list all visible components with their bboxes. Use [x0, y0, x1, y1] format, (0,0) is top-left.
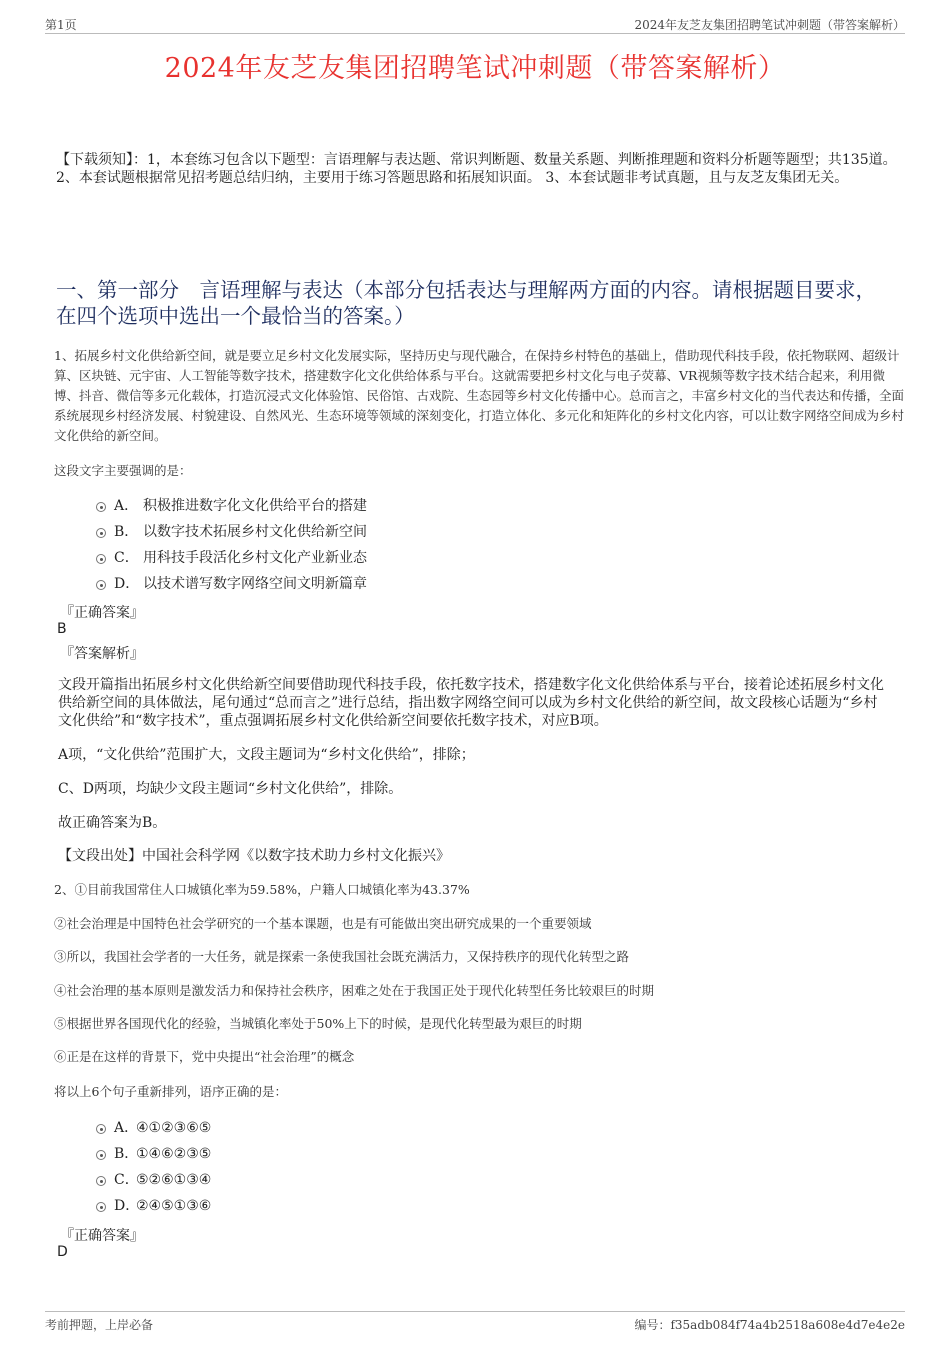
q2-option-c[interactable]: C． ⑤②⑥①③④	[96, 1167, 696, 1193]
q1-option-c[interactable]: C． 用科技手段活化乡村文化产业新业态	[96, 545, 696, 571]
page-footer	[45, 1311, 905, 1331]
q1-analysis-a: A项，“文化供给”范围扩大，文段主题词为“乡村文化供给”，排除；	[58, 747, 475, 763]
q2-sentence-2: ②社会治理是中国特色社会学研究的一个基本课题，也是有可能做出突出研究成果的一个重要领域	[54, 916, 592, 931]
q1-option-d[interactable]: D． 以技术谱写数字网络空间文明新篇章	[96, 571, 696, 597]
q1-prompt: 这段文字主要强调的是：	[54, 463, 192, 478]
download-notice: 【下载须知】：1，本套练习包含以下题型：言语理解与表达题、常识判断题、数量关系题、判断推理题和资料分析题等题型；共135道。 2、本套试题根据常见招考题总结归纳，主要用于练习答题思路和拓展知识面。 3、本套试题非考试真题，且与友芝友集团无关。	[56, 152, 897, 186]
q2-answer-label: 『正确答案』	[60, 1228, 144, 1244]
q2-sentence-5: ⑤根据世界各国现代化的经验，当城镇化率处于50%上下的时候，是现代化转型最为艰巨的时期	[54, 1016, 582, 1031]
footer-serial: 编号：f35adb084f74a4b2518a608e4d7e4e2e	[634, 1318, 905, 1332]
radio-icon[interactable]	[96, 554, 106, 564]
radio-icon[interactable]	[96, 580, 106, 590]
radio-icon[interactable]	[96, 502, 106, 512]
section-title: 一、第一部分 言语理解与表达（本部分包括表达与理解两方面的内容。请根据题目要求，在四个选项中选出一个最恰当的答案。）	[56, 278, 876, 328]
q2-answer: D	[57, 1244, 68, 1260]
document-title: 2024年友芝友集团招聘笔试冲刺题（带答案解析）	[164, 53, 786, 84]
q2-sentence-1: 2、①目前我国常住人口城镇化率为59.58%，户籍人口城镇化率为43.37%	[54, 882, 470, 897]
q2-option-b[interactable]: B． ①④⑥②③⑤	[96, 1141, 696, 1167]
q1-answer: B	[57, 621, 67, 637]
radio-icon[interactable]	[96, 1176, 106, 1186]
radio-icon[interactable]	[96, 528, 106, 538]
q2-option-a[interactable]: A． ④①②③⑥⑤	[96, 1115, 696, 1141]
q2-option-d[interactable]: D． ②④⑤①③⑥	[96, 1193, 696, 1219]
page-header	[45, 16, 905, 34]
page-number: 第1页	[45, 18, 77, 32]
q1-option-b[interactable]: B． 以数字技术拓展乡村文化供给新空间	[96, 519, 696, 545]
radio-icon[interactable]	[96, 1202, 106, 1212]
radio-icon[interactable]	[96, 1150, 106, 1160]
q2-sentence-6: ⑥正是在这样的背景下，党中央提出“社会治理”的概念	[54, 1049, 355, 1064]
q1-source: 【文段出处】中国社会科学网《以数字技术助力乡村文化振兴》	[58, 848, 450, 864]
q1-analysis-cd: C、D两项，均缺少文段主题词“乡村文化供给”，排除。	[58, 781, 403, 797]
q2-sentence-4: ④社会治理的基本原则是激发活力和保持社会秩序，困难之处在于我国正处于现代化转型任务比较艰巨的时期	[54, 983, 655, 998]
q2-prompt: 将以上6个句子重新排列，语序正确的是：	[54, 1084, 287, 1099]
header-doc-title: 2024年友芝友集团招聘笔试冲刺题（带答案解析）	[634, 18, 905, 32]
radio-icon[interactable]	[96, 1124, 106, 1134]
footer-slogan: 考前押题，上岸必备	[45, 1318, 154, 1332]
q2-options	[96, 1115, 696, 1219]
q1-passage: 1、拓展乡村文化供给新空间，就是要立足乡村文化发展实际，坚持历史与现代融合，在保持乡村特色的基础上，借助现代科技手段，依托物联网、超级计算、区块链、元宇宙、人工智能等数字技术，搭建数字化文化供给体系与平台。这就需要把乡村文化与电子荧幕、VR视频等数字技术结合起来，利用微博、抖音、微信等多元化载体，打造沉浸式文化体验馆、民俗馆、古戏院、生态园等乡村文化传播中心。总而言之，丰富乡村文化的当代表达和传播，全面系统展现乡村经济发展、村貌建设、自然风光、生态环境等领域的深刻变化，打造立体化、多元化和矩阵化的乡村文化内容，可以让数字网络空间成为乡村文化供给的新空间。	[54, 348, 905, 443]
q2-sentence-3: ③所以，我国社会学者的一大任务，就是探索一条使我国社会既充满活力，又保持秩序的现代化转型之路	[54, 949, 630, 964]
q1-options	[96, 493, 696, 597]
q1-option-a[interactable]: A． 积极推进数字化文化供给平台的搭建	[96, 493, 696, 519]
q1-analysis-conclusion: 故正确答案为B。	[58, 815, 167, 831]
q1-analysis-label: 『答案解析』	[60, 646, 144, 662]
q1-answer-label: 『正确答案』	[60, 605, 144, 621]
q1-analysis-main: 文段开篇指出拓展乡村文化供给新空间要借助现代科技手段，依托数字技术，搭建数字化文化供给体系与平台，接着论述拓展乡村文化供给新空间的具体做法，尾句通过“总而言之”进行总结，指出数字网络空间可以成为乡村文化供给的新空间，故文段核心话题为“乡村文化供给”和“数字技术”，重点强调拓展乡村文化供给新空间要依托数字技术，对应B项。	[58, 677, 884, 729]
